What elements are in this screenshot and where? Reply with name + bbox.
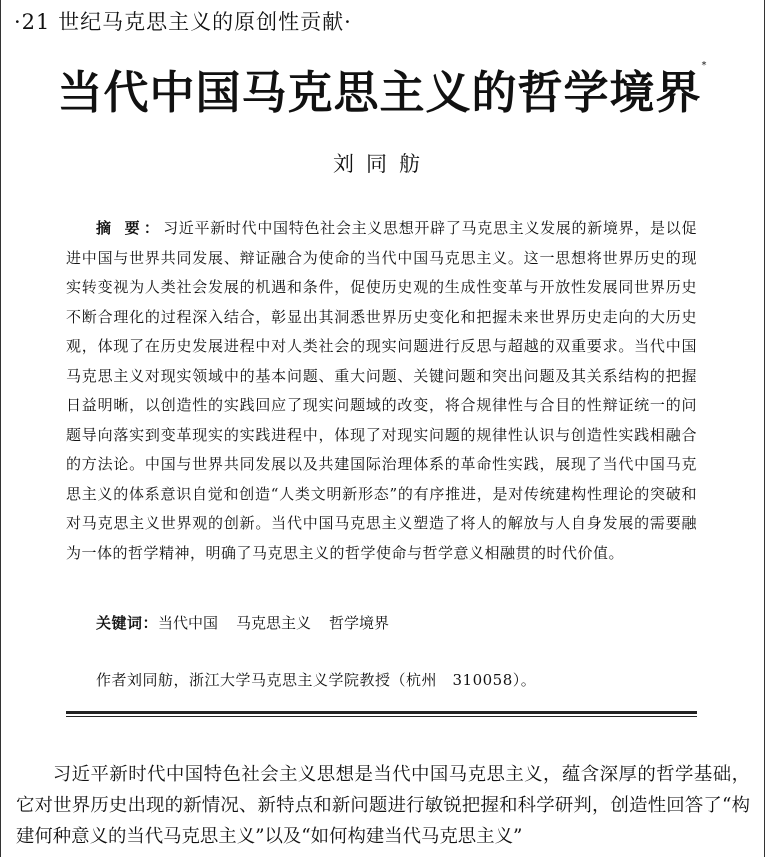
abstract-label: 摘 要： [96,219,164,237]
author-name: 刘同舫 [333,152,432,176]
separator-rule-thick [66,711,697,714]
keywords-label: 关键词： [96,614,159,632]
abstract-text: 习近平新时代中国特色社会主义思想开辟了马克思主义发展的新境界，是以促进中国与世界共同发展、辩证融合为使命的当代中国马克思主义。这一思想将世界历史的现实转变视为人类社会发展的机遇和条件，促使历史观的生成性变革与开放性发展同世界历史不断合理化的过程深入结合，彰显出其洞悉世界历史变化和把握未来世界历史走向的大历史观，体现了在历史发展进程中对人类社会的现实问题进行反思与超越的双重要求。当代中国马克思主义对现实领域中的基本问题、重大问题、关键问题和突出问题及其关系结构的把握日益明晰，以创造性的实践回应了现实问题域的改变，将合规律性与合目的性辩证统一的问题导向落实到变革现实的实践进程中，体现了对现实问题的规律性认识与创造性实践相融合的方法论。中国与世界共同发展以及共建国际治理体系的革命性实践，展现了当代中国马克思主义的体系意识自觉和创造“人类文明新形态”的有序推进，是对传统建构性理论的突破和对马克思主义世界观的创新。当代中国马克思主义塑造了将人的解放与人自身发展的需要融为一体的哲学精神，明确了马克思主义的哲学使命与哲学意义相融贯的时代价值。 [66,219,697,562]
article-title-text: 当代中国马克思主义的哲学境界 [57,66,702,119]
keyword-item: 哲学境界 [329,614,390,632]
separator-rule-thin [66,716,697,717]
keywords [66,612,697,633]
keyword-item: 马克思主义 [236,614,312,632]
body-paragraph: 习近平新时代中国特色社会主义思想是当代中国马克思主义，蕴含深厚的哲学基础，它对世界历史出现的新情况、新特点和新问题进行敏锐把握和科学研判，创造性回答了“构建何种意义的当代马克思主义”以及“如何构建当代马克思主义” [16,764,750,847]
page-border-left [0,0,1,857]
column-tag: ·21 世纪马克思主义的原创性贡献· [14,10,352,34]
author-affiliation-note: 作者刘同舫，浙江大学马克思主义学院教授（杭州 310058）。 [96,671,537,689]
article-title [0,56,765,121]
title-footnote-mark: * [701,60,708,71]
abstract [66,214,697,568]
keyword-item: 当代中国 [158,614,219,632]
